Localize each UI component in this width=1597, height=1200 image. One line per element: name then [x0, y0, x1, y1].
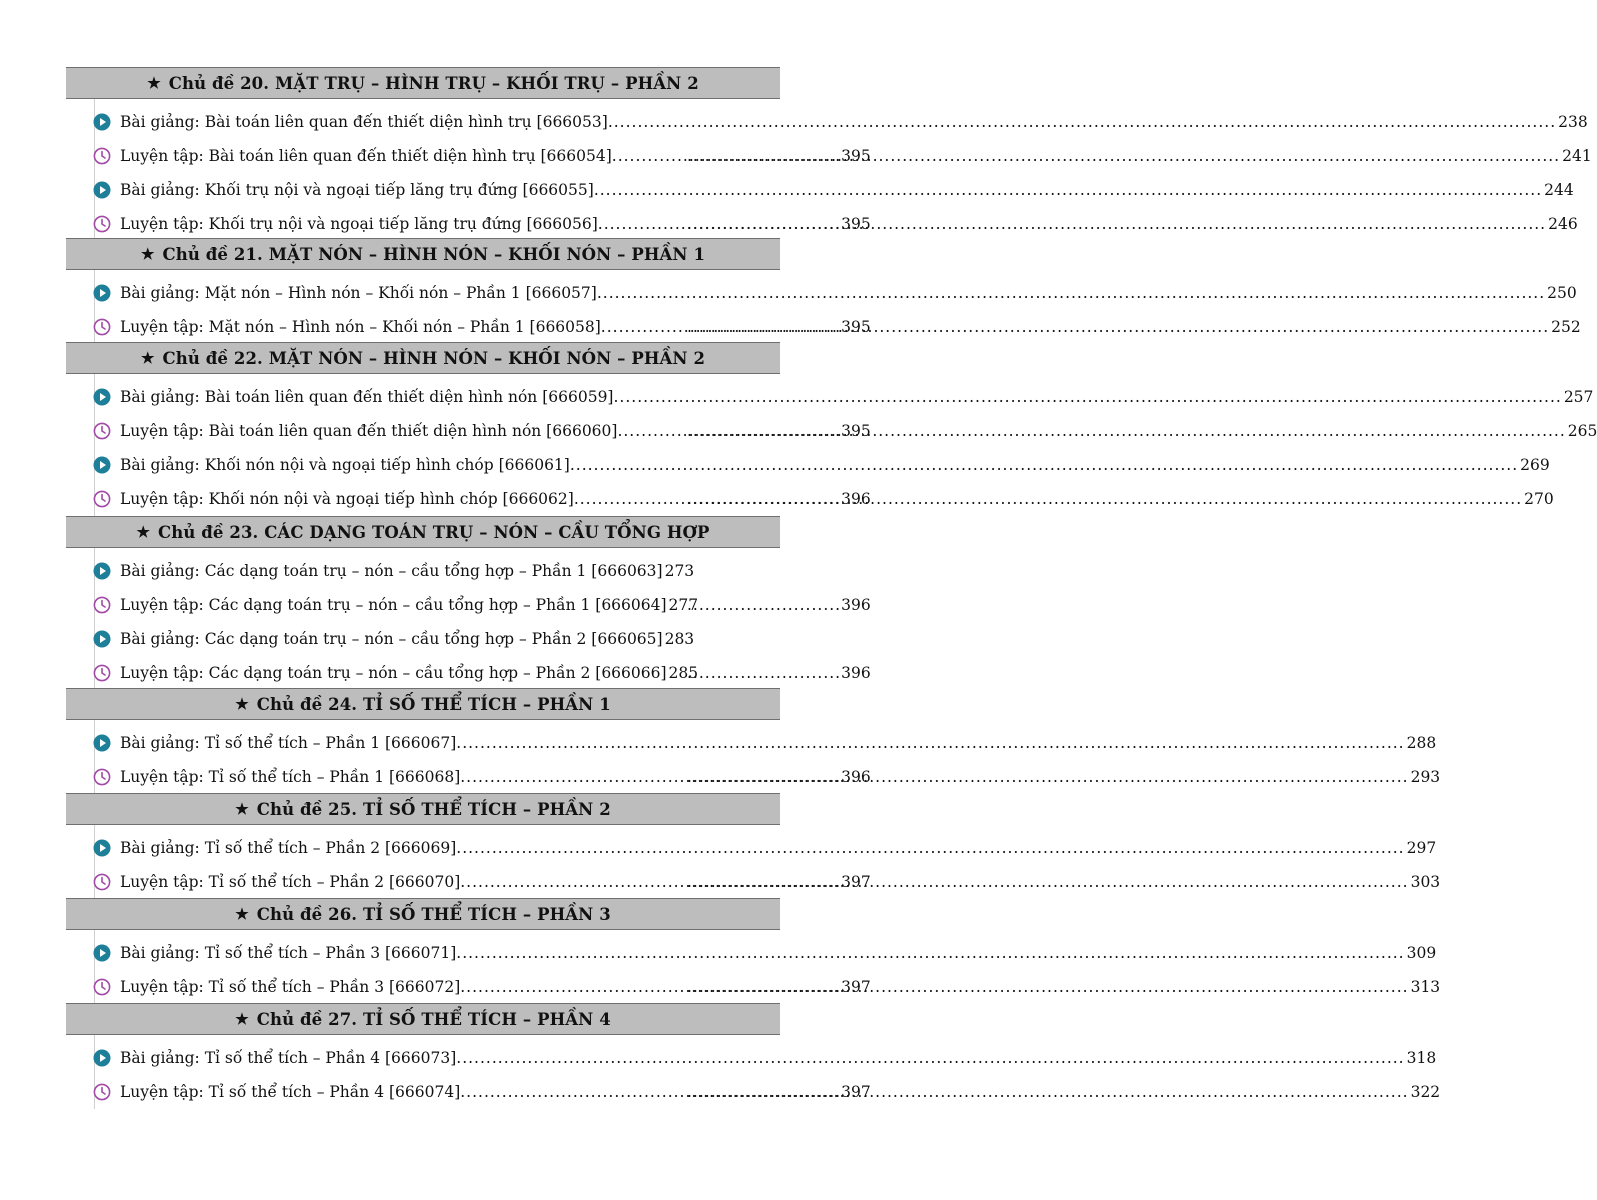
- entry-title: Bài giảng: Các dạng toán trụ – nón – cầu tổng hợp – Phần 1 [666063]: [120, 562, 663, 580]
- entry-title: Luyện tập: Tỉ số thể tích – Phần 4 [666074]: [120, 1083, 461, 1101]
- toc-section: [66, 1003, 1441, 1109]
- dot-leader: [460, 873, 1408, 891]
- section-header: [66, 898, 780, 930]
- entry-title: Luyện tập: Tỉ số thể tích – Phần 1 [666068]: [120, 768, 461, 786]
- entry-title: Luyện tập: Bài toán liên quan đến thiết diện hình nón [666060]: [120, 422, 618, 440]
- section-title: Chủ đề 24. TỈ SỐ THỂ TÍCH – PHẦN 1: [256, 694, 611, 714]
- entry-title: Bài giảng: Bài toán liên quan đến thiết diện hình nón [666059]: [120, 388, 614, 406]
- toc-entry[interactable]: [66, 414, 1597, 448]
- dot-leader: [687, 422, 841, 440]
- clock-icon: [93, 873, 111, 891]
- dot-leader: [460, 978, 1408, 996]
- answer-page-number: 397: [841, 978, 871, 996]
- entry-title: Luyện tập: Tỉ số thể tích – Phần 2 [666070]: [120, 873, 461, 891]
- play-circle-icon: [93, 562, 111, 580]
- toc-section: [66, 898, 1441, 1004]
- page-number: 303: [1410, 873, 1441, 891]
- toc-entry[interactable]: [66, 310, 1581, 344]
- play-circle-icon: [93, 1049, 111, 1067]
- dot-leader: [687, 768, 841, 786]
- toc-entry[interactable]: [66, 105, 1588, 139]
- play-circle-icon: [93, 388, 111, 406]
- toc-entry[interactable]: [66, 622, 780, 656]
- entry-title: Luyện tập: Các dạng toán trụ – nón – cầu tổng hợp – Phần 2 [666066]: [120, 664, 667, 682]
- section-title: Chủ đề 27. TỈ SỐ THỂ TÍCH – PHẦN 4: [256, 1009, 611, 1029]
- answer-page-number: 396: [841, 596, 871, 614]
- play-circle-icon: [93, 839, 111, 857]
- answer-page-number: 396: [841, 490, 871, 508]
- toc-entry[interactable]: [66, 760, 1441, 794]
- star-icon: ★: [147, 74, 161, 92]
- toc-entry[interactable]: [66, 482, 1554, 516]
- toc-entry[interactable]: [66, 936, 1437, 970]
- page-number: 309: [1406, 944, 1437, 962]
- page-number: 318: [1406, 1049, 1437, 1067]
- toc-entry[interactable]: [66, 173, 1574, 207]
- entry-title: Bài giảng: Khối nón nội và ngoại tiếp hình chóp [666061]: [120, 456, 570, 474]
- toc-entry[interactable]: [66, 380, 1594, 414]
- toc-entry[interactable]: [66, 139, 1592, 173]
- entry-title: Bài giảng: Khối trụ nội và ngoại tiếp lăng trụ đứng [666055]: [120, 181, 594, 199]
- toc-entry[interactable]: [66, 865, 1441, 899]
- section-header: [66, 67, 780, 99]
- entry-title: Luyện tập: Bài toán liên quan đến thiết diện hình trụ [666054]: [120, 147, 612, 165]
- toc-section: [66, 67, 1592, 241]
- star-icon: ★: [235, 800, 249, 818]
- answer-page-number: 396: [841, 768, 871, 786]
- dot-leader: [456, 734, 1404, 752]
- page-number: 293: [1410, 768, 1441, 786]
- page-number: 283: [664, 630, 695, 648]
- answer-page-number: 395: [841, 318, 871, 336]
- play-circle-icon: [93, 734, 111, 752]
- toc-section: [66, 238, 1581, 344]
- dot-leader: [456, 839, 1404, 857]
- page-number: 277: [668, 596, 699, 614]
- section-header: [66, 793, 780, 825]
- entry-title: Luyện tập: Tỉ số thể tích – Phần 3 [666072]: [120, 978, 461, 996]
- star-icon: ★: [136, 523, 151, 541]
- section-title: Chủ đề 23. CÁC DẠNG TOÁN TRỤ – NÓN – CẦU TỔNG HỢP: [158, 522, 710, 542]
- page-number: 244: [1544, 181, 1574, 199]
- dot-leader: [456, 944, 1404, 962]
- section-title: Chủ đề 26. TỈ SỐ THỂ TÍCH – PHẦN 3: [256, 904, 611, 924]
- dot-leader: [460, 1083, 1408, 1101]
- page-number: 250: [1547, 284, 1577, 302]
- toc-entry[interactable]: [66, 656, 871, 690]
- dot-leader: [687, 318, 841, 336]
- section-title: Chủ đề 22. MẶT NÓN – HÌNH NÓN – KHỐI NÓN – PHẦN 2: [162, 348, 706, 368]
- clock-icon: [93, 318, 111, 336]
- toc-entry[interactable]: [66, 588, 871, 622]
- dot-leader: [613, 388, 1561, 406]
- answer-page-number: 397: [841, 1083, 871, 1101]
- toc-section: [66, 342, 1597, 516]
- clock-icon: [93, 768, 111, 786]
- page-number: 257: [1563, 388, 1594, 406]
- answer-page-number: 396: [841, 664, 871, 682]
- entry-title: Bài giảng: Bài toán liên quan đến thiết diện hình trụ [666053]: [120, 113, 608, 131]
- dot-leader: [687, 147, 841, 165]
- play-circle-icon: [93, 456, 111, 474]
- star-icon: ★: [140, 349, 155, 367]
- section-title: Chủ đề 20. MẶT TRỤ – HÌNH TRỤ – KHỐI TRỤ – PHẦN 2: [168, 73, 699, 93]
- play-circle-icon: [93, 181, 111, 199]
- entry-title: Bài giảng: Tỉ số thể tích – Phần 3 [666071]: [120, 944, 457, 962]
- toc-entry[interactable]: [66, 276, 1577, 310]
- dot-leader: [687, 490, 841, 508]
- section-title: Chủ đề 21. MẶT NÓN – HÌNH NÓN – KHỐI NÓN – PHẦN 1: [162, 244, 706, 264]
- dot-leader: [687, 215, 841, 233]
- play-circle-icon: [93, 284, 111, 302]
- page-number: 252: [1551, 318, 1581, 336]
- answer-page-number: 397: [841, 873, 871, 891]
- page-number: 238: [1558, 113, 1588, 131]
- entry-title: Bài giảng: Tỉ số thể tích – Phần 2 [666069]: [120, 839, 457, 857]
- page-number: 270: [1524, 490, 1554, 508]
- clock-icon: [93, 596, 111, 614]
- dot-leader: [687, 873, 841, 891]
- section-header: [66, 688, 780, 720]
- dot-leader: [460, 768, 1408, 786]
- dot-leader: [608, 113, 1556, 131]
- page-number: 285: [668, 664, 699, 682]
- section-header: [66, 238, 780, 270]
- toc-entry[interactable]: [66, 448, 1550, 482]
- clock-icon: [93, 422, 111, 440]
- star-icon: ★: [235, 695, 249, 713]
- clock-icon: [93, 978, 111, 996]
- section-title: Chủ đề 25. TỈ SỐ THỂ TÍCH – PHẦN 2: [256, 799, 611, 819]
- dot-leader: [687, 664, 841, 682]
- toc-section: [66, 516, 871, 690]
- play-circle-icon: [93, 630, 111, 648]
- toc-entry[interactable]: [66, 1041, 1437, 1075]
- entry-title: Luyện tập: Khối nón nội và ngoại tiếp hình chóp [666062]: [120, 490, 574, 508]
- clock-icon: [93, 147, 111, 165]
- toc-section: [66, 688, 1441, 794]
- page-number: 313: [1410, 978, 1441, 996]
- dot-leader: [687, 1083, 841, 1101]
- star-icon: ★: [235, 905, 249, 923]
- clock-icon: [93, 215, 111, 233]
- page-number: 322: [1410, 1083, 1441, 1101]
- toc-entry[interactable]: [66, 554, 780, 588]
- play-circle-icon: [93, 113, 111, 131]
- entry-title: Bài giảng: Tỉ số thể tích – Phần 4 [666073]: [120, 1049, 457, 1067]
- dot-leader: [687, 978, 841, 996]
- toc-entry[interactable]: [66, 970, 1441, 1004]
- answer-page-number: 395: [841, 215, 871, 233]
- entry-title: Luyện tập: Các dạng toán trụ – nón – cầu tổng hợp – Phần 1 [666064]: [120, 596, 667, 614]
- page-number: 297: [1406, 839, 1437, 857]
- clock-icon: [93, 1083, 111, 1101]
- entry-title: Bài giảng: Tỉ số thể tích – Phần 1 [666067]: [120, 734, 457, 752]
- page-number: 246: [1548, 215, 1578, 233]
- dot-leader: [456, 1049, 1404, 1067]
- dot-leader: [594, 181, 1542, 199]
- play-circle-icon: [93, 944, 111, 962]
- entry-title: Luyện tập: Mặt nón – Hình nón – Khối nón – Phần 1 [666058]: [120, 318, 601, 336]
- toc-entry[interactable]: [66, 1075, 1441, 1109]
- section-header: [66, 342, 780, 374]
- toc-entry[interactable]: [66, 831, 1437, 865]
- answer-page-number: 395: [841, 147, 871, 165]
- toc-entry[interactable]: [66, 726, 1437, 760]
- dot-leader: [597, 284, 1545, 302]
- section-header: [66, 516, 780, 548]
- clock-icon: [93, 490, 111, 508]
- section-header: [66, 1003, 780, 1035]
- toc-section: [66, 793, 1441, 899]
- star-icon: ★: [140, 245, 155, 263]
- page-number: 273: [664, 562, 695, 580]
- star-icon: ★: [235, 1010, 249, 1028]
- page-number: 265: [1567, 422, 1597, 440]
- entry-title: Luyện tập: Khối trụ nội và ngoại tiếp lăng trụ đứng [666056]: [120, 215, 598, 233]
- clock-icon: [93, 664, 111, 682]
- entry-title: Bài giảng: Mặt nón – Hình nón – Khối nón – Phần 1 [666057]: [120, 284, 597, 302]
- entry-title: Bài giảng: Các dạng toán trụ – nón – cầu tổng hợp – Phần 2 [666065]: [120, 630, 663, 648]
- page-number: 288: [1406, 734, 1437, 752]
- dot-leader: [570, 456, 1518, 474]
- toc-entry[interactable]: [66, 207, 1578, 241]
- page-number: 269: [1520, 456, 1550, 474]
- dot-leader: [687, 596, 841, 614]
- page-number: 241: [1562, 147, 1592, 165]
- answer-page-number: 395: [841, 422, 871, 440]
